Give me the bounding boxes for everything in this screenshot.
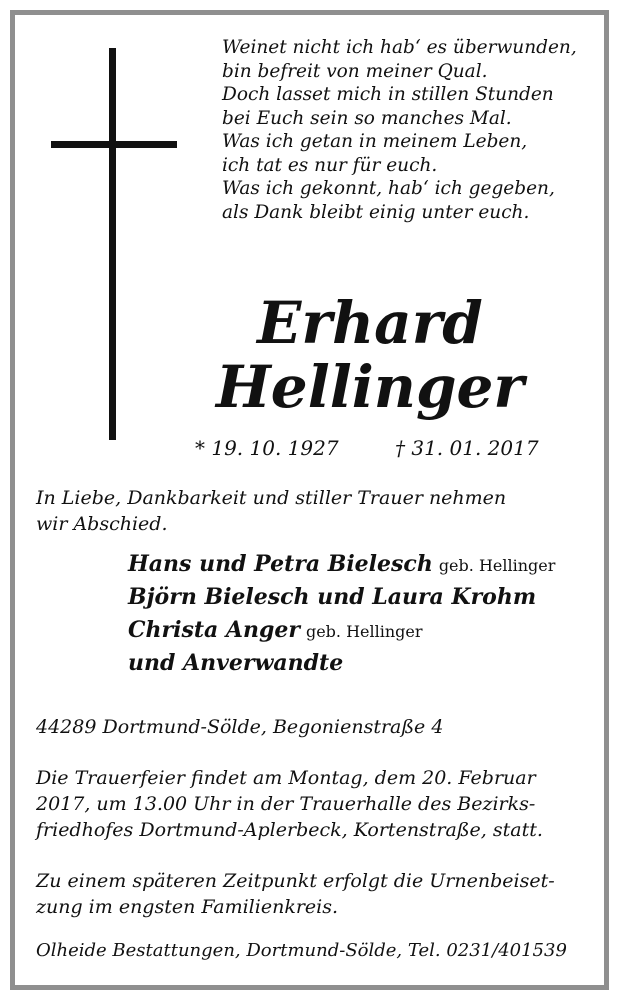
mourner-entry (128, 584, 555, 617)
intro-line: In Liebe, Dankbarkeit und stiller Trauer nehmen (36, 487, 507, 509)
deceased-first-name: Erhard (257, 289, 483, 357)
funeral-service-info (36, 765, 585, 843)
deceased-last-name: Hellinger (216, 353, 524, 421)
urn-burial-info (36, 868, 585, 920)
mourner-note: geb. Hellinger (438, 556, 556, 575)
mourner-note: geb. Hellinger (305, 622, 423, 641)
mourner-entry (128, 650, 555, 683)
mourner-entry (128, 617, 555, 650)
service-line: Die Trauerfeier findet am Montag, dem 20. Februar (36, 767, 536, 789)
death-date: † 31. 01. 2017 (395, 436, 539, 460)
undertaker-info: Olheide Bestattungen, Dortmund-Sölde, Tel. 0231/401539 (36, 940, 567, 961)
mourner-name: Björn Bielesch und Laura Krohm (128, 584, 537, 610)
poem-line: als Dank bleibt einig unter euch. (222, 201, 530, 223)
poem-line: Weinet nicht ich hab‘ es überwunden, (222, 37, 577, 58)
service-line: friedhofes Dortmund-Aplerbeck, Kortenstraße, statt. (36, 819, 543, 841)
cross-horizontal-bar (51, 141, 177, 148)
mourner-name: Christa Anger (128, 617, 300, 643)
mourner-entry (128, 551, 555, 584)
service-line: 2017, um 13.00 Uhr in der Trauerhalle des Bezirks- (36, 793, 536, 815)
urn-line: zung im engsten Familienkreis. (36, 896, 339, 918)
urn-line: Zu einem späteren Zeitpunkt erfolgt die Urnenbeiset- (36, 870, 555, 892)
poem (222, 36, 577, 224)
intro-line: wir Abschied. (36, 513, 168, 535)
intro-text (36, 485, 596, 537)
family-address: 44289 Dortmund-Sölde, Begonienstraße 4 (36, 716, 444, 738)
poem-line: Doch lasset mich in stillen Stunden (222, 84, 554, 105)
poem-line: Was ich gekonnt, hab‘ ich gegeben, (222, 178, 555, 199)
poem-line: bin befreit von meiner Qual. (222, 60, 488, 82)
mourners-list (128, 551, 555, 683)
poem-line: bei Euch sein so manches Mal. (222, 107, 512, 129)
mourner-name: und Anverwandte (128, 650, 344, 676)
poem-line: ich tat es nur für euch. (222, 154, 438, 176)
poem-line: Was ich getan in meinem Leben, (222, 131, 528, 152)
mourner-name: Hans und Petra Bielesch (128, 551, 433, 577)
cross-vertical-bar (109, 48, 116, 440)
birth-date: * 19. 10. 1927 (195, 436, 339, 460)
